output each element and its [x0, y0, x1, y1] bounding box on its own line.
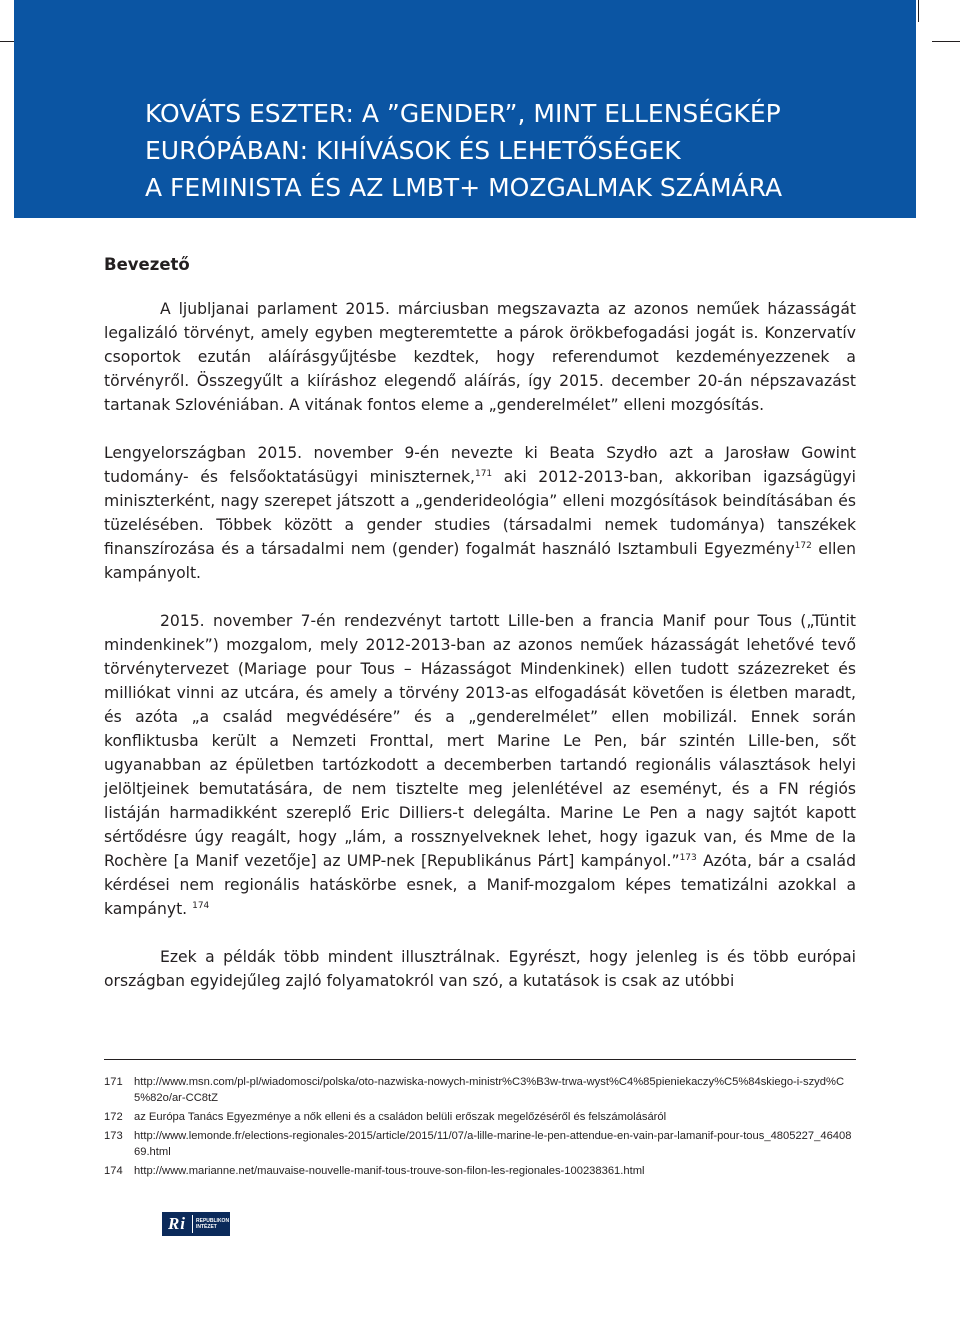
title-line: EURÓPÁBAN: KIHÍVÁSOK ÉS LEHETŐSÉGEK [145, 136, 681, 165]
paragraph-text: aki 2012-2013-ban, akkoriban igazságügyi miniszterként, nagy szerepet játszott a „genderideológia” elleni mozgósítások beindításában és tüzelésében. Többek között a gender studies (társadalmi nemek tudománya) tanszékek finanszírozása és a társadalmi nem (gender) fogalmát használó Isztambuli Egyezmény [104, 468, 856, 558]
crop-mark-top-right-h [932, 41, 960, 42]
footnote-ref[interactable]: 174 [192, 901, 210, 911]
footnote-ref[interactable]: 173 [679, 853, 697, 863]
paragraph-text: A ljubljanai parlament 2015. márciusban megszavazta az azonos neműek házasságát legalizáló törvényt, amely egyben megteremtette a párok örökbefogadási jogát is. Konzervatív csoportok ezután aláírásgyűjtésbe kezdtek, hogy referendumot kezdeményezzenek a törvényről. Összegyűlt a kiíráshoz elegendő aláírás, így 2015. december 20-án népszavazást tartanak Szlovéniában. A vitának fontos eleme a „genderelmélet” elleni mozgósítás. [104, 300, 856, 414]
footnote [104, 1109, 856, 1125]
logo-line: REPUBLIKON [196, 1218, 230, 1224]
footnote-number: 172 [104, 1111, 123, 1123]
footnote-text: az Európa Tanács Egyezménye a nők elleni és a családon belüli erőszak megelőzéséről és felszámolásáról [134, 1111, 667, 1123]
page-title [145, 95, 885, 206]
footnote [104, 1128, 856, 1160]
section-heading: Bevezető [104, 255, 190, 274]
crop-mark-top-right-v [918, 0, 919, 22]
republikon-logo [162, 1212, 230, 1236]
paragraph [104, 609, 856, 921]
body-text [104, 297, 856, 1017]
footnote-number: 173 [104, 1130, 123, 1142]
footnote-link[interactable]: http://www.msn.com/pl-pl/wiadomosci/polska/oto-nazwiska-nowych-ministr%C3%B3w-trwa-wyst%C4%85pieniekaczy%C5%84skiego-i-szyd%C5%82o/ar-CC8tZ [134, 1076, 845, 1104]
title-line: A FEMINISTA ÉS AZ LMBT+ MOZGALMAK SZÁMÁRA [145, 173, 783, 202]
logo-mark: Ri [167, 1214, 187, 1233]
footnote-link[interactable]: http://www.marianne.net/mauvaise-nouvelle-manif-tous-trouve-son-filon-les-regionales-100238361.html [134, 1165, 645, 1177]
footnote-link[interactable]: http://www.lemonde.fr/elections-regionales-2015/article/2015/11/07/a-lille-marine-le-pen-attendue-en-vain-par-lamanif-pour-tous_4805227_4640869.html [134, 1130, 852, 1158]
paragraph-text: Ezek a példák több mindent illusztrálnak. Egyrészt, hogy jelenleg is és több európai országban egyidejűleg zajló folyamatokról van szó, a kutatások is csak az utóbbi [104, 948, 856, 990]
footnote [104, 1163, 856, 1179]
logo-line: INTÉZET [196, 1224, 217, 1230]
footnotes [104, 1074, 856, 1182]
footnote-number: 174 [104, 1165, 123, 1177]
logo-text [196, 1218, 229, 1230]
paragraph [104, 945, 856, 993]
paragraph-text: 2015. november 7-én rendezvényt tartott Lille-ben a francia Manif pour Tous („Tüntit mindenkinek”) mozgalom, mely 2012-2013-ban az azonos neműek házasságát lehetővé tevő törvénytervezet (Mariage pour Tous – Házasságot Mindenkinek) ellen tudott százezreket és milliókat vinni az utcára, és amely a törvény 2013-as elfogadását követően is életben maradt, és azóta „a család megvédésére” és a „genderelmélet” ellen mobilizál. Ennek során konfliktusba került a Nemzeti Fronttal, mert Marine Le Pen, bár szintén Lille-ben, sőt ugyanabban az épületben tartózkodott a decemberben tartandó regionális választások helyi jelöltjeinek bemutatására, de nem tisztelte meg jelenlétével az eseményt, és a FN régiós listáján harmadikként szereplő Eric Dilliers-t delegálta. Marine Le Pen a nagy sajtót kapott sértődésre úgy reagált, hogy „lám, a rossznyelveknek lehet, hogy igazuk van, és Mme de la Rochère [a Manif vezetője] az UMP-nek [Republikánus Párt] kampányol.” [104, 612, 856, 870]
logo-separator [192, 1215, 193, 1233]
footnote [104, 1074, 856, 1106]
title-line: KOVÁTS ESZTER: A ”GENDER”, MINT ELLENSÉGKÉP [145, 99, 781, 128]
paragraph [104, 297, 856, 417]
paragraph-text: Azóta, bár a család kérdései nem regionális hatáskörbe esnek, a Manif-mozgalom képes tematizálni azokkal a kampányt. [104, 852, 857, 918]
footnote-number: 171 [104, 1076, 123, 1088]
footnote-ref[interactable]: 172 [794, 541, 812, 551]
paragraph-text: ellen kampányolt. [104, 540, 856, 582]
paragraph [104, 441, 856, 585]
footnote-ref[interactable]: 171 [474, 469, 493, 479]
footnote-divider [104, 1059, 856, 1060]
paragraph-text: Lengyelországban 2015. november 9-én nevezte ki Beata Szydło azt a Jarosław Gowint tudomány- és felsőoktatásügyi miniszternek, [104, 444, 856, 486]
